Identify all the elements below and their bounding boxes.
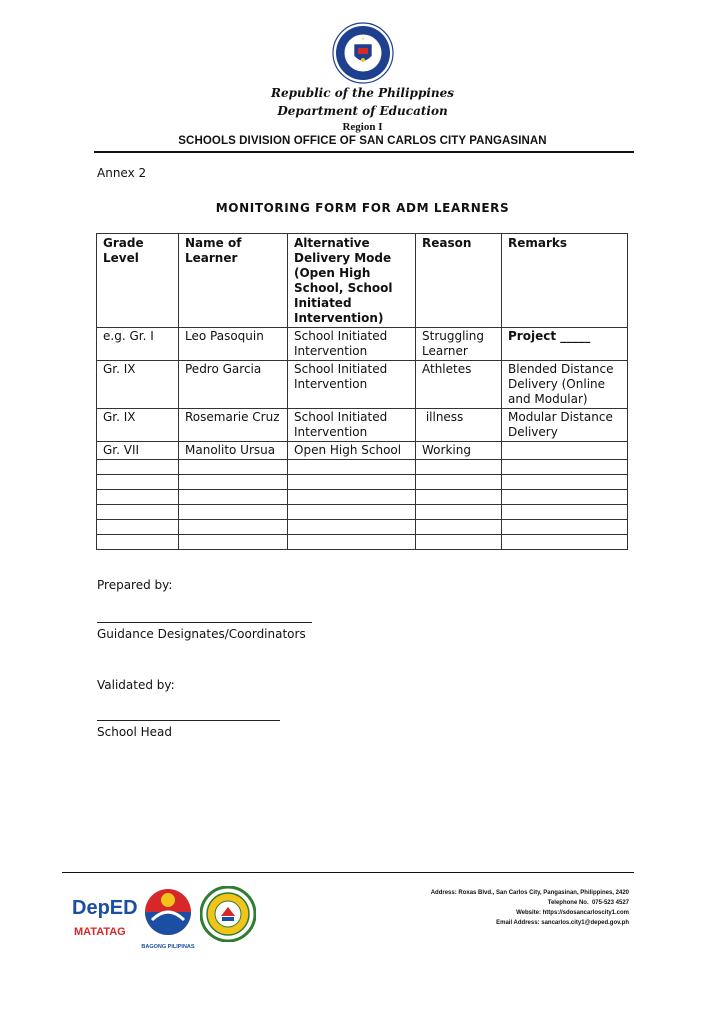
cell-remarks: Modular Distance Delivery — [502, 409, 628, 442]
prepared-signature-line — [97, 622, 312, 623]
footer-divider — [62, 872, 634, 873]
prepared-by-label: Prepared by: — [97, 578, 173, 592]
table-row — [97, 442, 628, 460]
table-row — [97, 328, 628, 361]
table-header-row — [97, 234, 628, 328]
validated-signature-line — [97, 720, 280, 721]
empty-row — [97, 535, 628, 550]
republic-heading: Republic of the Philippines — [270, 86, 455, 100]
cell-mode: Open High School — [288, 442, 416, 460]
cell-mode: School Initiated Intervention — [288, 409, 416, 442]
deped-matatag-logo — [70, 890, 140, 942]
cell-reason: Working — [416, 442, 502, 460]
header-grade-level: Grade Level — [97, 234, 179, 328]
svg-text:BAGONG PILIPINAS: BAGONG PILIPINAS — [141, 944, 195, 950]
division-heading: SCHOOLS DIVISION OFFICE OF SAN CARLOS CITY PANGASINAN — [178, 135, 547, 147]
footer-address: Address: Roxas Blvd., San Carlos City, Pangasinan, Philippines, 2420 — [430, 890, 629, 896]
empty-row — [97, 520, 628, 535]
cell-name: Leo Pasoquin — [179, 328, 288, 361]
cell-grade: e.g. Gr. I — [97, 328, 179, 361]
cell-mode: School Initiated Intervention — [288, 328, 416, 361]
header-divider — [94, 151, 634, 153]
header-delivery-mode: Alternative Delivery Mode (Open High School, School Initiated Intervention) — [288, 234, 416, 328]
cell-name: Pedro Garcia — [179, 361, 288, 409]
empty-row — [97, 505, 628, 520]
cell-remarks: Blended Distance Delivery (Online and Modular) — [502, 361, 628, 409]
empty-row — [97, 460, 628, 475]
cell-name: Manolito Ursua — [179, 442, 288, 460]
annex-label: Annex 2 — [97, 166, 147, 180]
empty-row — [97, 490, 628, 505]
department-heading: Department of Education — [277, 104, 448, 118]
table-row — [97, 409, 628, 442]
cell-remarks: Project _____ — [502, 328, 628, 361]
cell-reason: Struggling Learner — [416, 328, 502, 361]
footer-website[interactable]: Website: https://sdosancarloscity1.com — [516, 910, 629, 916]
prepared-role: Guidance Designates/Coordinators — [97, 627, 306, 641]
cell-grade: Gr. IX — [97, 361, 179, 409]
header-remarks: Remarks — [502, 234, 628, 328]
footer-email[interactable]: Email Address: sancarlos.city1@deped.gov.ph — [496, 920, 629, 926]
bagong-pilipinas-logo — [140, 884, 196, 954]
cell-reason: illness — [416, 409, 502, 442]
cell-remarks — [502, 442, 628, 460]
cell-grade: Gr. VII — [97, 442, 179, 460]
header-reason: Reason — [416, 234, 502, 328]
sdo-san-carlos-seal — [200, 886, 256, 942]
header-name-of-learner: Name of Learner — [179, 234, 288, 328]
footer-telephone: Telephone No. 075-523 4527 — [547, 900, 629, 906]
svg-text:MATATAG: MATATAG — [74, 926, 126, 938]
cell-name: Rosemarie Cruz — [179, 409, 288, 442]
region-heading: Region I — [342, 121, 383, 133]
empty-row — [97, 475, 628, 490]
validated-by-label: Validated by: — [97, 678, 175, 692]
validated-role: School Head — [97, 725, 173, 739]
table-row — [97, 361, 628, 409]
form-title: MONITORING FORM FOR ADM LEARNERS — [215, 201, 510, 215]
deped-seal-logo — [332, 22, 394, 84]
monitoring-table — [96, 233, 628, 550]
cell-reason: Athletes — [416, 361, 502, 409]
cell-mode: School Initiated Intervention — [288, 361, 416, 409]
footer-contact-block — [431, 888, 629, 928]
cell-grade: Gr. IX — [97, 409, 179, 442]
svg-text:DepED: DepED — [72, 897, 138, 919]
